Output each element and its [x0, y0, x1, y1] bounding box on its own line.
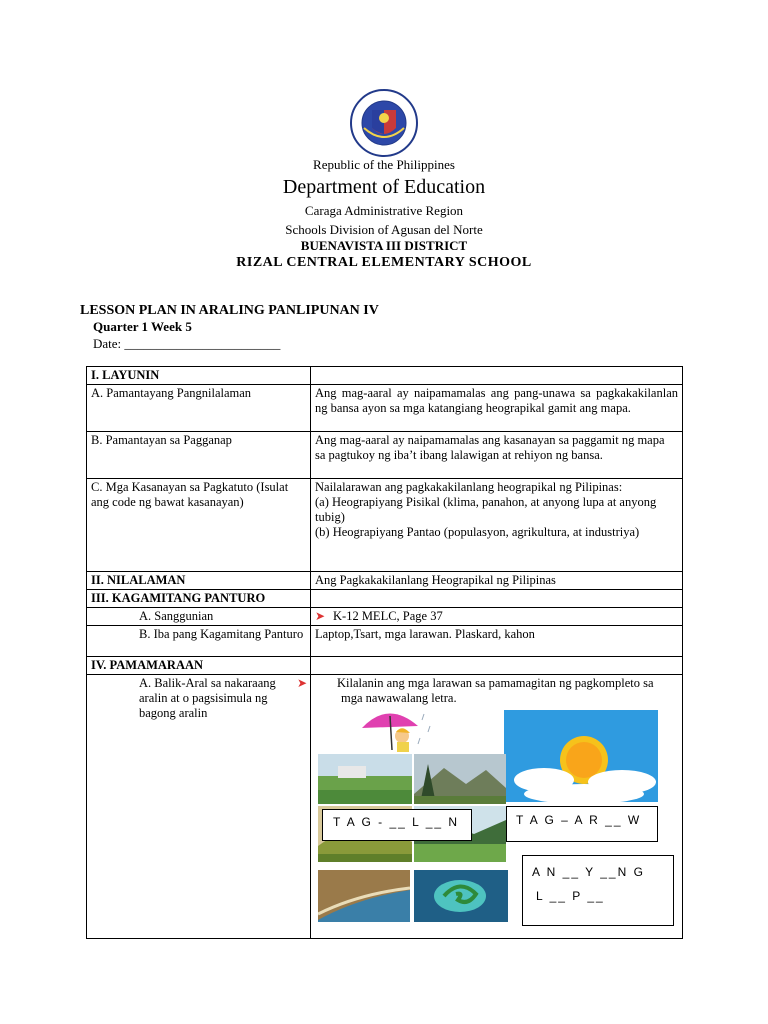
sunny-weather-picture: [504, 710, 658, 802]
table-row: [87, 479, 683, 572]
plains-landform-picture: [318, 754, 412, 804]
date-field: Date: ________________________: [93, 336, 281, 351]
layunin-heading: I. LAYUNIN: [87, 367, 311, 385]
balik-aral-text: ➤ Kilalanin ang mga larawan sa pamamagitan ng pagkompleto sa mga nawawalang letra.: [311, 675, 683, 939]
table-row: [87, 385, 683, 432]
table-row: [87, 432, 683, 479]
table-row: [87, 657, 683, 675]
puzzle-tag-araw: T A G – A R __ W: [506, 806, 658, 842]
rainy-weather-picture: [358, 706, 438, 752]
table-row: [87, 608, 683, 626]
school-name: RIZAL CENTRAL ELEMENTARY SCHOOL: [236, 255, 532, 270]
pamantayang-pangnilalaman-text: Ang mag-aaral ay naipamamalas ang pang-unawa sa pagkakakilanlan ng bansa ayon sa mga katangiang heograpikal gamit ang mapa.: [311, 385, 683, 432]
iba-pang-kagamitan-label: B. Iba pang Kagamitang Panturo: [87, 626, 311, 657]
arrow-bullet-icon: ➤: [315, 609, 326, 623]
arrow-bullet-icon: ➤: [297, 676, 308, 690]
coastline-picture: [318, 870, 410, 922]
puzzle-anyong: A N __ Y __N G: [532, 865, 645, 879]
sanggunian-text: ➤ K-12 MELC, Page 37: [311, 608, 683, 626]
republic-line: Republic of the Philippines: [313, 157, 455, 172]
balik-aral-label: A. Balik-Aral sa nakaraang aralin at o pagsisimula ng bagong aralin: [87, 675, 311, 939]
kasanayan-text: Nailalarawan ang pagkakakilanlang heograpikal ng Pilipinas: (a) Heograpiyang Pisikal (klima, panahon, at anyong lupa at anyong tubig) (b) Heograpiyang Pantao (populasyon, agrikultura, at industriya): [311, 479, 683, 572]
pamantayan-pagganap-text: Ang mag-aaral ay naipamamalas ang kasanayan sa paggamit ng mapa sa pagtukoy ng iba’t ibang lalawigan at rehiyon ng bansa.: [311, 432, 683, 479]
table-row: [87, 590, 683, 608]
kasanayan-label: C. Mga Kasanayan sa Pagkatuto (Isulat ang code ng bawat kasanayan): [87, 479, 311, 572]
pamamaraan-heading: IV. PAMAMARAAN: [87, 657, 311, 675]
nilalaman-heading: II. NILALAMAN: [87, 572, 311, 590]
district-line: BUENAVISTA III DISTRICT: [300, 238, 468, 253]
pamantayang-pangnilalaman-label: A. Pamantayang Pangnilalaman: [87, 385, 311, 432]
mountain-landform-picture: [414, 754, 506, 804]
iba-pang-kagamitan-text: Laptop,Tsart, mga larawan. Plaskard, kahon: [311, 626, 683, 657]
division-line: Schools Division of Agusan del Norte: [285, 222, 483, 237]
nilalaman-text: Ang Pagkakakilanlang Heograpikal ng Pilipinas: [311, 572, 683, 590]
department-title: Department of Education: [282, 176, 486, 198]
puzzle-lupa: L __ P __: [536, 889, 605, 903]
table-row: [87, 626, 683, 657]
lesson-title: LESSON PLAN IN ARALING PANLIPUNAN IV: [80, 303, 379, 318]
kagamitan-heading: III. KAGAMITANG PANTURO: [87, 590, 311, 608]
puzzle-anyong-lupa: [522, 855, 674, 926]
quarter-week: Quarter 1 Week 5: [93, 319, 192, 334]
region-line: Caraga Administrative Region: [304, 203, 464, 218]
sanggunian-label: A. Sanggunian: [87, 608, 311, 626]
puzzle-tag-ulan: T A G - __ L __ N: [322, 809, 472, 841]
island-picture: [414, 870, 508, 922]
deped-seal-icon: [344, 88, 424, 158]
table-row: [87, 367, 683, 385]
pamantayan-pagganap-label: B. Pamantayan sa Pagganap: [87, 432, 311, 479]
table-row: [87, 572, 683, 590]
